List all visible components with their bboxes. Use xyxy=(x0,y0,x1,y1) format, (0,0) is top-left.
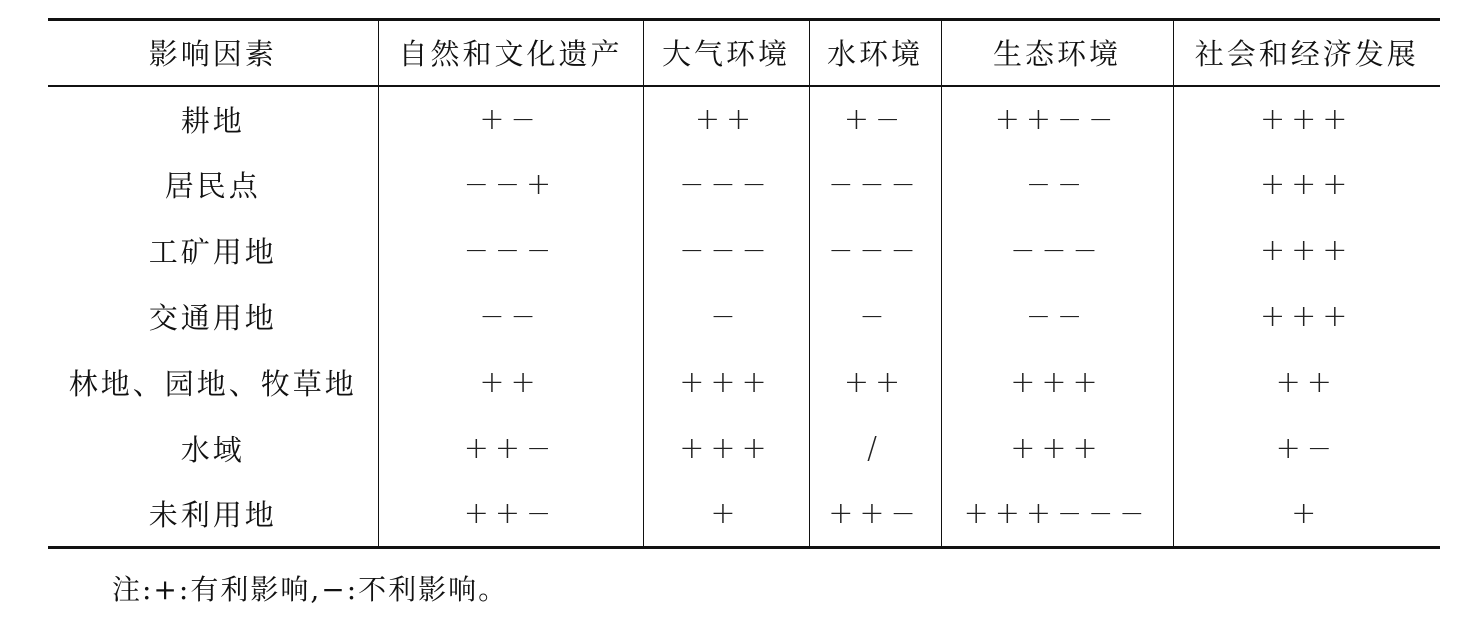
table-cell: −−− xyxy=(643,218,809,284)
row-label: 水域 xyxy=(180,433,245,467)
table-cell: +− xyxy=(809,86,941,152)
row-label: 居民点 xyxy=(164,169,261,203)
header-impact-factor: 影响因素 xyxy=(48,20,378,86)
table-cell: +− xyxy=(378,86,643,152)
table-header-row xyxy=(48,20,1440,86)
table-row xyxy=(48,86,1440,152)
table-cell: ++ xyxy=(1173,350,1440,416)
table-cell: − xyxy=(809,284,941,350)
table-cell: ++ xyxy=(378,350,643,416)
table-footnote: 注:+:有利影响,−:不利影响。 xyxy=(112,573,509,606)
table-cell: +++ xyxy=(941,416,1173,482)
table-cell: −−− xyxy=(809,218,941,284)
header-water-environment: 水环境 xyxy=(809,20,941,86)
table-cell: +++ xyxy=(643,350,809,416)
table-cell: − xyxy=(643,284,809,350)
table-cell: ++ xyxy=(643,86,809,152)
row-label: 林地、园地、牧草地 xyxy=(68,367,357,401)
row-label: 未利用地 xyxy=(48,482,378,548)
table-row xyxy=(48,416,1440,482)
table-cell: +++−−− xyxy=(941,482,1173,548)
table-cell: ++ xyxy=(809,350,941,416)
table-cell: −− xyxy=(941,152,1173,218)
impact-table-wrapper xyxy=(48,18,1440,549)
table-cell: +++ xyxy=(1173,218,1440,284)
table-cell: +++ xyxy=(1173,86,1440,152)
table-cell: −−− xyxy=(378,218,643,284)
header-natural-cultural-heritage: 自然和文化遗产 xyxy=(378,20,643,86)
table-cell: +− xyxy=(1173,416,1440,482)
table-cell: / xyxy=(809,416,941,482)
header-socioeconomic-development: 社会和经济发展 xyxy=(1173,20,1440,86)
header-ecological-environment: 生态环境 xyxy=(941,20,1173,86)
table-cell: −−− xyxy=(809,152,941,218)
table-row xyxy=(48,152,1440,218)
table-cell: −− xyxy=(378,284,643,350)
row-label: 交通用地 xyxy=(148,301,277,335)
table-cell: +++ xyxy=(1173,152,1440,218)
table-row xyxy=(48,350,1440,416)
table-cell: −−− xyxy=(941,218,1173,284)
table-row xyxy=(48,482,1440,548)
table-row xyxy=(48,218,1440,284)
table-row xyxy=(48,284,1440,350)
table-cell: +++ xyxy=(643,416,809,482)
table-cell: −−+ xyxy=(378,152,643,218)
table-cell: +++ xyxy=(1173,284,1440,350)
table-cell: ++− xyxy=(378,482,643,548)
table-cell: −− xyxy=(941,284,1173,350)
table-cell: ++− xyxy=(378,416,643,482)
row-label: 工矿用地 xyxy=(148,235,277,269)
header-air-environment: 大气环境 xyxy=(643,20,809,86)
table-cell: ++−− xyxy=(941,86,1173,152)
row-label: 耕地 xyxy=(180,103,245,138)
table-cell: +++ xyxy=(941,350,1173,416)
table-cell: ++− xyxy=(809,482,941,548)
table-cell: + xyxy=(1173,482,1440,548)
table-cell: + xyxy=(643,482,809,548)
impact-table xyxy=(48,18,1440,549)
table-cell: −−− xyxy=(643,152,809,218)
